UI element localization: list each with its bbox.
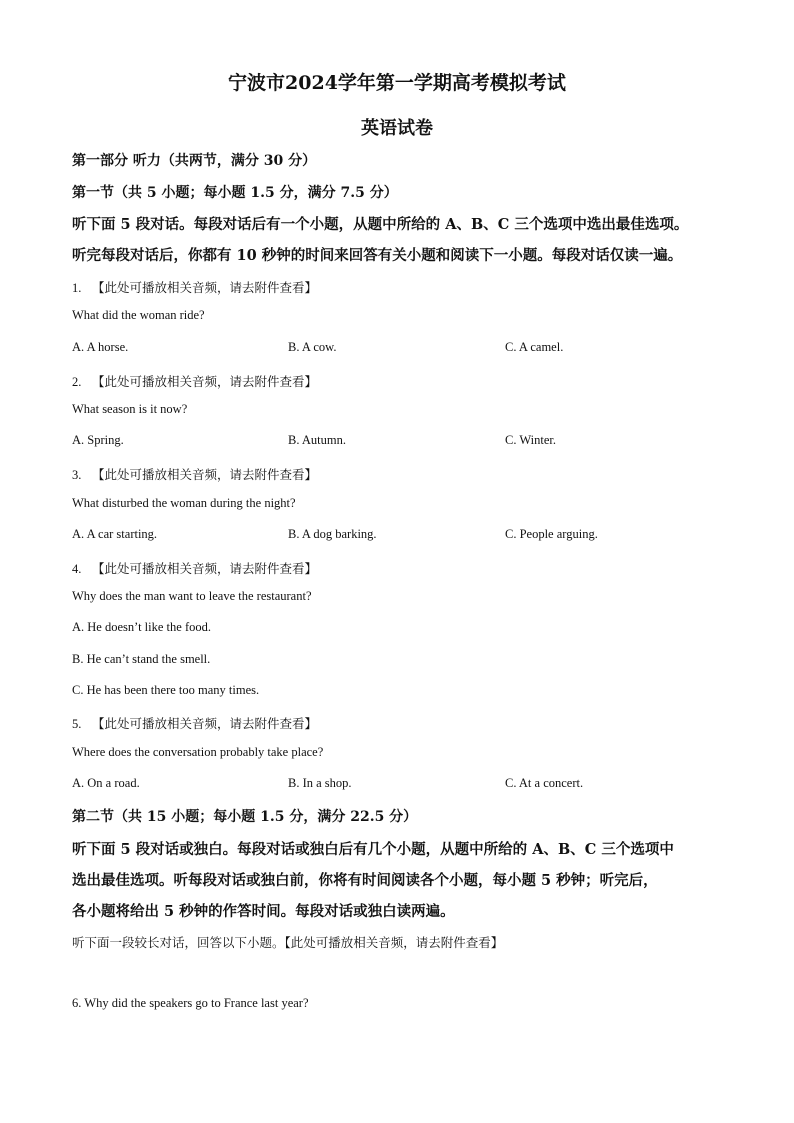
question-3-text: What disturbed the woman during the night? <box>72 496 296 510</box>
question-4-option-c: C. He has been there too many times. <box>72 683 260 697</box>
audio-note[interactable]: 【此处可播放相关音频，请去附件查看】 <box>92 280 318 295</box>
question-3-option-a: A. A car starting. <box>72 527 158 541</box>
section2-heading: 第二节（共 15 小题；每小题 1.5 分，满分 22.5 分） <box>72 809 418 825</box>
exam-title: 宁波市2024学年第一学期高考模拟考试 <box>228 72 566 94</box>
section1-instructions-line1: 听下面 5 段对话。每段对话后有一个小题，从题中所给的 A、B、C 三个选项中选出最佳选项。 <box>72 216 689 233</box>
audio-note[interactable]: 【此处可播放相关音频，请去附件查看】 <box>92 374 318 389</box>
question-4-option-a: A. He doesn’t like the food. <box>72 620 211 634</box>
question-1-option-b: B. A cow. <box>288 340 337 354</box>
question-5-number: 5. <box>72 717 82 731</box>
question-1-audio <box>72 277 317 296</box>
question-4-text: Why does the man want to leave the restaurant? <box>72 589 312 603</box>
question-1-option-a: A. A horse. <box>72 340 129 354</box>
section1-heading: 第一节（共 5 小题；每小题 1.5 分，满分 7.5 分） <box>72 185 398 201</box>
audio-note[interactable]: 【此处可播放相关音频，请去附件查看】 <box>92 467 318 482</box>
question-6-text: 6. Why did the speakers go to France last year? <box>72 996 309 1010</box>
part1-heading: 第一部分 听力（共两节，满分 30 分） <box>72 153 317 169</box>
question-4-number: 4. <box>72 562 82 576</box>
question-5-text: Where does the conversation probably take place? <box>72 745 324 759</box>
question-3-option-b: B. A dog barking. <box>288 527 377 541</box>
question-2-option-c: C. Winter. <box>505 433 557 447</box>
question-4-audio <box>72 558 317 577</box>
question-3-audio <box>72 464 317 483</box>
question-2-option-b: B. Autumn. <box>288 433 346 447</box>
question-3-number: 3. <box>72 468 82 482</box>
question-5-option-b: B. In a shop. <box>288 776 352 790</box>
exam-subtitle: 英语试卷 <box>361 118 433 139</box>
section2-instructions-line2: 选出最佳选项。听每段对话或独白前，你将有时间阅读各个小题，每小题 5 秒钟；听完后， <box>72 872 658 889</box>
question-1-text: What did the woman ride? <box>72 308 205 322</box>
question-3-option-c: C. People arguing. <box>505 527 598 541</box>
question-2-option-a: A. Spring. <box>72 433 124 447</box>
section1-instructions-line2: 听完每段对话后，你都有 10 秒钟的时间来回答有关小题和阅读下一小题。每段对话仅读一遍。 <box>72 247 683 264</box>
question-5-option-c: C. At a concert. <box>505 776 584 790</box>
question-1-number: 1. <box>72 281 82 295</box>
question-5-audio <box>72 713 317 732</box>
question-5-option-a: A. On a road. <box>72 776 140 790</box>
question-2-text: What season is it now? <box>72 402 188 416</box>
question-1-option-c: C. A camel. <box>505 340 564 354</box>
question-4-option-b: B. He can’t stand the smell. <box>72 652 211 666</box>
dialogue-intro[interactable]: 听下面一段较长对话，回答以下小题。【此处可播放相关音频，请去附件查看】 <box>72 935 504 950</box>
audio-note[interactable]: 【此处可播放相关音频，请去附件查看】 <box>92 561 318 576</box>
question-2-audio <box>72 371 317 390</box>
question-2-number: 2. <box>72 375 82 389</box>
section2-instructions-line3: 各小题将给出 5 秒钟的作答时间。每段对话或独白读两遍。 <box>72 903 455 920</box>
audio-note[interactable]: 【此处可播放相关音频，请去附件查看】 <box>92 716 318 731</box>
section2-instructions-line1: 听下面 5 段对话或独白。每段对话或独白后有几个小题，从题中所给的 A、B、C 三个选项中 <box>72 841 674 858</box>
